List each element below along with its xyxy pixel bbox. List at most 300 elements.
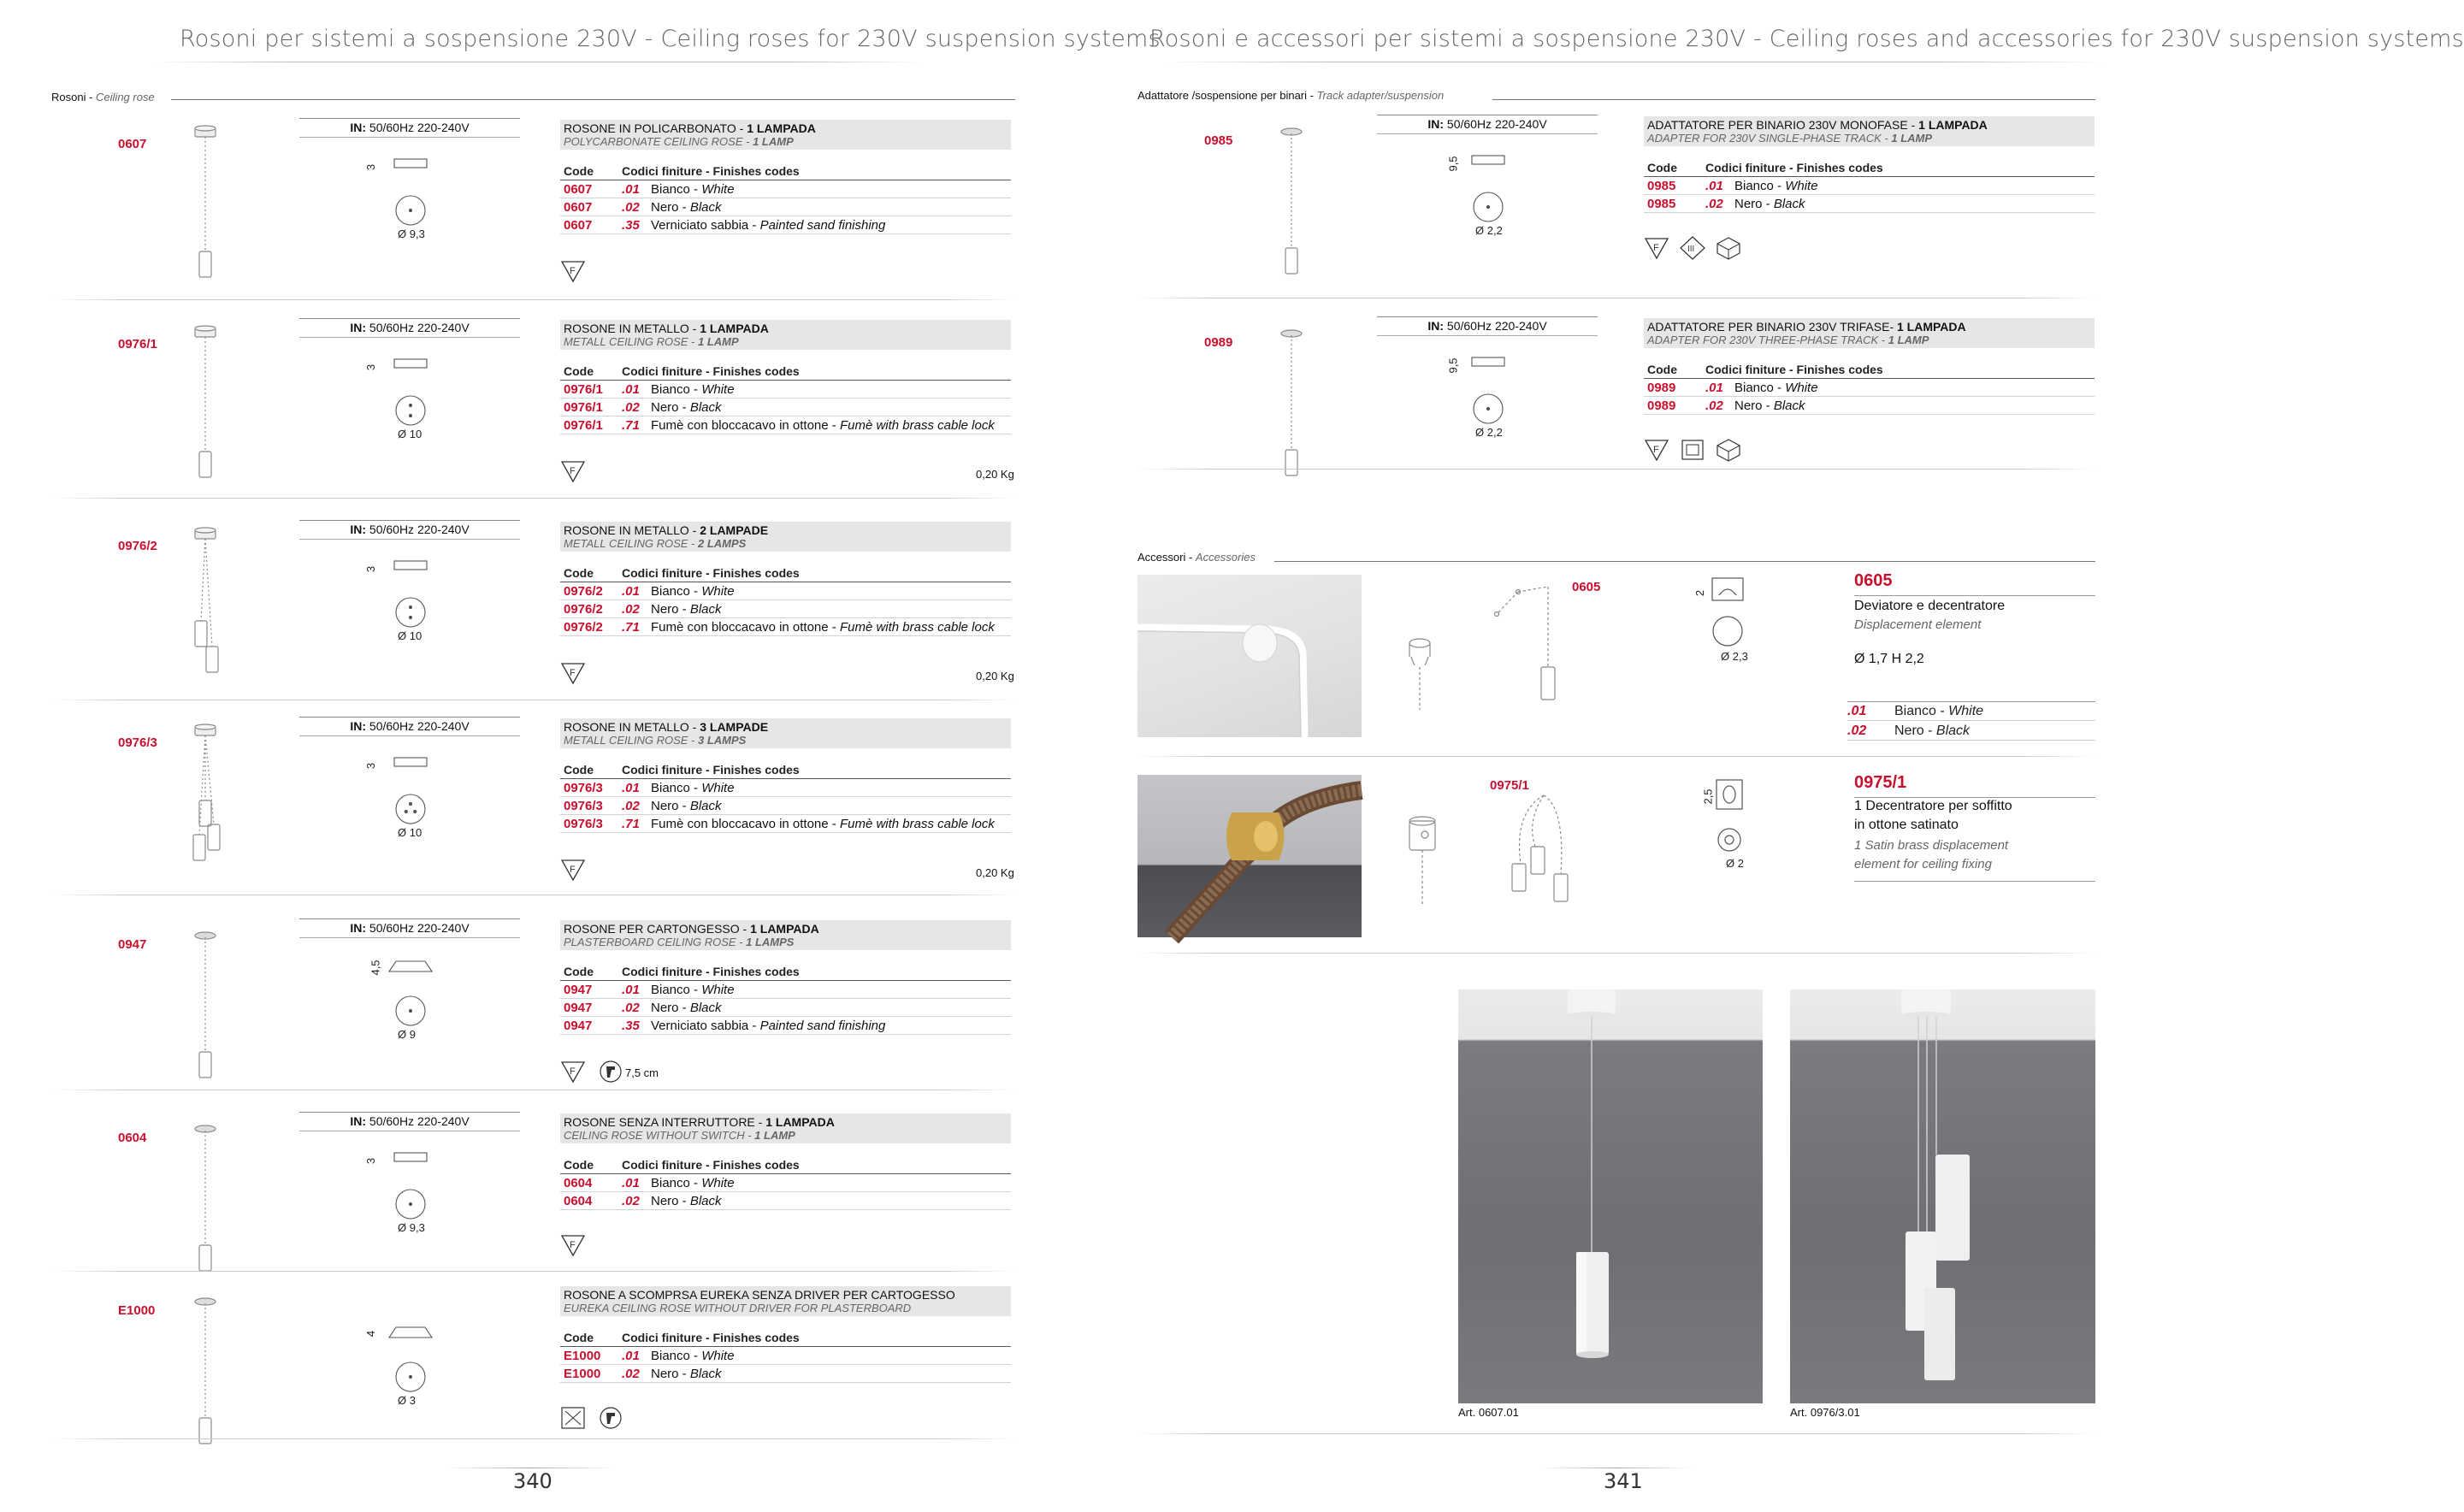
dimension-height: 9,5 — [1446, 156, 1460, 172]
dimension-height: 3 — [364, 565, 378, 573]
dimension-diameter: Ø 3 — [398, 1394, 416, 1407]
installation-icon — [598, 1406, 623, 1430]
row-code: 0976/3 — [564, 817, 603, 831]
finishes-table — [1644, 363, 2095, 415]
svg-text:F: F — [1653, 445, 1659, 455]
header-finishes: Codici finiture - Finishes codes — [622, 965, 800, 978]
left-page-number: 340 — [513, 1469, 552, 1493]
dimension-diameter: Ø 2,2 — [1475, 426, 1503, 439]
product-name-band — [560, 120, 1011, 150]
product-name-en: CEILING ROSE WITHOUT SWITCH - 1 LAMP — [564, 1129, 795, 1142]
product-name-it: ROSONE PER CARTONGESSO - 1 LAMPADA — [564, 922, 819, 936]
row-code: 0989 — [1647, 399, 1676, 413]
accessory-0975-1-desc-en-2: element for ceiling fixing — [1854, 857, 1992, 871]
accessory-0605-title-rule — [1854, 595, 2095, 596]
row-finish-name: Nero - Black — [651, 799, 722, 813]
f-mark-icon — [560, 1233, 586, 1257]
package-icon — [1716, 236, 1741, 260]
row-finish-name: Nero - Black — [651, 1367, 722, 1381]
row-code: E1000 — [564, 1349, 601, 1363]
accessory-0975-1-dim-drawing — [1698, 773, 1766, 867]
finishes-table — [560, 1158, 1011, 1210]
finishes-table-header — [560, 364, 1011, 381]
finish-row — [560, 999, 1011, 1017]
row-finish-code: .01 — [622, 1176, 640, 1190]
product-name-band — [560, 1286, 1011, 1316]
product-name-it: ADATTATORE PER BINARIO 230V TRIFASE- 1 LAMPADA — [1647, 320, 1966, 334]
finish-row — [1644, 177, 2095, 195]
finishes-table — [560, 566, 1011, 636]
row-code: 0604 — [564, 1176, 593, 1190]
accessory-0975-1-desc-it-2: in ottone satinato — [1854, 818, 1959, 832]
product-code-label: 0607 — [118, 137, 147, 151]
finishes-table-header — [560, 1158, 1011, 1174]
finish-row — [560, 815, 1011, 833]
pendant-drawing-holder — [1240, 120, 1343, 286]
header-code: Code — [564, 566, 594, 580]
header-finishes: Codici finiture - Finishes codes — [622, 1158, 800, 1172]
accessory-0605-drawing — [1394, 573, 1616, 718]
finish-row — [560, 198, 1011, 216]
power-spec — [299, 1112, 520, 1128]
row-code: 0976/1 — [564, 400, 603, 415]
svg-text:F: F — [570, 1240, 576, 1250]
dimension-height: 4 — [364, 1330, 378, 1338]
product-name-band — [1644, 318, 2095, 348]
power-spec-value: 50/60Hz 220-240V — [366, 121, 470, 134]
row-code: E1000 — [564, 1367, 601, 1381]
product-weight: 0,20 Kg — [976, 866, 1014, 879]
power-spec — [1377, 316, 1598, 333]
left-section-label: Rosoni - Ceiling rose — [51, 91, 155, 103]
row-code: 0976/1 — [564, 382, 603, 397]
pendant-drawing-holder — [154, 1290, 257, 1456]
no-direct-install-icon — [560, 1406, 586, 1430]
left-page-title: Rosoni per sistemi a sospensione 230V - Ceiling roses for 230V suspension systems — [180, 26, 1161, 52]
row-finish-code: .02 — [622, 602, 640, 617]
photo-caption-0976-3: Art. 0976/3.01 — [1790, 1406, 1860, 1419]
dimension-height: 3 — [364, 363, 378, 371]
finish-row — [1644, 195, 2095, 213]
power-spec-label: IN: — [350, 523, 367, 536]
finishes-table — [560, 763, 1011, 833]
row-finish-code: .01 — [622, 182, 640, 197]
row-finish-code: .02 — [622, 400, 640, 415]
triple-pendant-photo-drawing — [1790, 989, 2095, 1403]
power-spec — [299, 918, 520, 935]
row-code: 0604 — [564, 1194, 593, 1208]
accessory-divider — [1137, 953, 2095, 954]
accessory-0975-1-bottom-rule — [1854, 881, 2095, 882]
row-finish-name: Nero - Black — [651, 1001, 722, 1015]
f-mark-icon — [560, 259, 586, 283]
row-code: 0947 — [564, 1019, 593, 1033]
row-code: 0947 — [564, 983, 593, 997]
f-mark-icon — [560, 661, 586, 685]
row-finish-code: .01 — [622, 983, 640, 997]
accessory-0975-1-desc-en-1: 1 Satin brass displacement — [1854, 838, 2009, 853]
photo-caption-0607: Art. 0607.01 — [1458, 1406, 1519, 1419]
row-finish-name: Bianco - White — [1734, 179, 1818, 193]
product-code-label: 0989 — [1204, 335, 1233, 350]
svg-text:F: F — [570, 668, 576, 678]
finish-name: Nero - Black — [1894, 724, 1971, 738]
finishes-table — [560, 164, 1011, 234]
accessory-0605-code-label: 0605 — [1572, 580, 1601, 594]
power-spec — [299, 717, 520, 733]
pendant-drawing-holder — [154, 323, 257, 490]
dimension-diameter: Ø 2,2 — [1475, 224, 1503, 237]
accessory-0605-dim-height: 2 — [1693, 589, 1707, 597]
row-finish-name: Fumè con bloccacavo in ottone - Fumè with brass cable lock — [651, 418, 995, 433]
finish-code: .02 — [1847, 724, 1867, 738]
row-code: 0989 — [1647, 381, 1676, 395]
finish-row — [560, 779, 1011, 797]
power-spec-value: 50/60Hz 220-240V — [1444, 117, 1547, 131]
finishes-table — [560, 364, 1011, 434]
power-spec-label: IN: — [1427, 117, 1445, 131]
header-code: Code — [1647, 363, 1677, 376]
row-finish-name: Bianco - White — [651, 1349, 735, 1363]
track-section-label: Adattatore /sospensione per binari - Track adapter/suspension — [1137, 89, 1445, 102]
power-spec-value: 50/60Hz 220-240V — [1444, 319, 1547, 333]
header-code: Code — [564, 965, 594, 978]
f-mark-icon — [1644, 438, 1669, 462]
product-name-en: EUREKA CEILING ROSE WITHOUT DRIVER FOR PLASTERBOARD — [564, 1302, 912, 1314]
finishes-table-header — [560, 763, 1011, 779]
pendant-drawing — [154, 1290, 257, 1452]
accessory-0605-row-white — [1847, 703, 2095, 721]
row-finish-name: Nero - Black — [651, 400, 722, 415]
finish-row — [560, 582, 1011, 600]
dimension-height: 3 — [364, 163, 378, 171]
row-finish-name: Nero - Black — [651, 200, 722, 215]
header-finishes: Codici finiture - Finishes codes — [622, 164, 800, 178]
finish-row — [560, 1017, 1011, 1035]
power-spec-label: IN: — [1427, 319, 1445, 333]
row-finish-name: Bianco - White — [651, 182, 735, 197]
dimension-diameter: Ø 10 — [398, 629, 422, 642]
header-finishes: Codici finiture - Finishes codes — [622, 364, 800, 378]
power-spec — [299, 118, 520, 134]
row-finish-name: Nero - Black — [1734, 197, 1805, 211]
row-code: 0976/2 — [564, 620, 603, 635]
row-code: 0607 — [564, 218, 593, 233]
row-finish-code: .02 — [622, 799, 640, 813]
photo-art-0607-01 — [1458, 989, 1763, 1403]
class-ii-icon — [1680, 438, 1705, 462]
product-name-band — [1644, 116, 2095, 146]
svg-text:F: F — [570, 466, 576, 476]
row-finish-code: .35 — [622, 1019, 640, 1033]
product-code-label: E1000 — [118, 1303, 156, 1318]
header-finishes: Codici finiture - Finishes codes — [622, 763, 800, 777]
pendant-drawing — [154, 924, 257, 1086]
row-code: 0985 — [1647, 179, 1676, 193]
header-code: Code — [1647, 161, 1677, 174]
finish-row — [560, 618, 1011, 636]
product-name-it: ROSONE SENZA INTERRUTTORE - 1 LAMPADA — [564, 1115, 835, 1129]
finishes-table-header — [560, 164, 1011, 180]
product-name-en: PLASTERBOARD CEILING ROSE - 1 LAMPS — [564, 936, 795, 948]
product-name-band — [560, 718, 1011, 748]
class-iii-icon — [1680, 236, 1705, 260]
pendant-drawing-holder — [154, 123, 257, 290]
product-name-it: ROSONE A SCOMPRSA EUREKA SENZA DRIVER PER CARTOGESSO — [564, 1288, 955, 1302]
accessory-0975-1-dim-height: 2,5 — [1701, 788, 1715, 805]
row-finish-code: .02 — [622, 1367, 640, 1381]
power-spec-label: IN: — [350, 321, 367, 334]
pendant-drawing-holder — [154, 1117, 257, 1284]
row-finish-code: .02 — [622, 1194, 640, 1208]
finishes-table-header — [1644, 161, 2095, 177]
product-name-en: ADAPTER FOR 230V THREE-PHASE TRACK - 1 LAMP — [1647, 334, 1929, 346]
finishes-table — [560, 1331, 1011, 1383]
header-finishes: Codici finiture - Finishes codes — [1705, 363, 1883, 376]
product-divider — [51, 1438, 1015, 1439]
pendant-drawing-holder — [154, 525, 257, 692]
finish-row — [560, 381, 1011, 399]
dimension-height: 3 — [364, 762, 378, 770]
accessory-0975-1-code-label: 0975/1 — [1490, 778, 1529, 793]
power-spec-label: IN: — [350, 1114, 367, 1128]
row-code: 0976/1 — [564, 418, 603, 433]
pendant-drawing — [154, 123, 257, 286]
product-divider — [1137, 469, 2095, 470]
finish-row — [1644, 397, 2095, 415]
track-section-rule — [1492, 99, 2095, 100]
finish-row — [560, 981, 1011, 999]
right-page-title: Rosoni e accessori per sistemi a sospensione 230V - Ceiling roses and accessories for 230V suspension systems — [1149, 26, 2464, 52]
accessory-0975-1-dim-diameter: Ø 2 — [1726, 857, 1744, 870]
row-code: 0607 — [564, 200, 593, 215]
accessory-0605-size: Ø 1,7 H 2,2 — [1854, 652, 1924, 666]
product-divider — [51, 498, 1015, 499]
product-code-label: 0976/3 — [118, 735, 157, 750]
power-spec-value: 50/60Hz 220-240V — [366, 921, 470, 935]
row-finish-name: Bianco - White — [651, 1176, 735, 1190]
row-finish-name: Bianco - White — [651, 584, 735, 599]
row-finish-code: .71 — [622, 620, 640, 635]
pendant-drawing — [1240, 120, 1343, 282]
power-spec-value: 50/60Hz 220-240V — [366, 719, 470, 733]
accessory-0975-1-drawing — [1394, 778, 1616, 949]
finish-row — [560, 1174, 1011, 1192]
row-finish-code: .01 — [622, 584, 640, 599]
header-finishes: Codici finiture - Finishes codes — [1705, 161, 1883, 174]
svg-text:F: F — [1653, 243, 1659, 253]
product-divider — [51, 1271, 1015, 1272]
header-code: Code — [564, 364, 594, 378]
accessory-0975-1-title: 0975/1 — [1854, 773, 1907, 792]
pendant-drawing — [154, 525, 257, 688]
product-name-band — [560, 522, 1011, 552]
pendant-drawing — [154, 1117, 257, 1279]
svg-text:III: III — [1687, 245, 1695, 254]
finishes-table-header — [560, 566, 1011, 582]
row-finish-name: Bianco - White — [651, 781, 735, 795]
row-code: 0976/2 — [564, 584, 603, 599]
product-code-label: 0604 — [118, 1131, 147, 1145]
dimension-diameter: Ø 10 — [398, 428, 422, 440]
accessory-0605-desc-it: Deviatore e decentratore — [1854, 599, 2006, 613]
product-name-en: POLYCARBONATE CEILING ROSE - 1 LAMP — [564, 135, 794, 148]
dimension-diameter: Ø 10 — [398, 826, 422, 839]
row-code: 0976/3 — [564, 799, 603, 813]
f-mark-icon — [1644, 236, 1669, 260]
product-code-label: 0976/2 — [118, 539, 157, 553]
row-finish-name: Nero - Black — [1734, 399, 1805, 413]
dimension-height: 3 — [364, 1157, 378, 1165]
finishes-table — [560, 965, 1011, 1035]
row-finish-name: Fumè con bloccacavo in ottone - Fumè with brass cable lock — [651, 817, 995, 831]
accessory-0975-1-desc-it-1: 1 Decentratore per soffitto — [1854, 799, 2012, 813]
svg-text:F: F — [570, 266, 576, 276]
finish-code: .01 — [1847, 704, 1867, 718]
row-finish-name: Verniciato sabbia - Painted sand finishing — [651, 218, 886, 233]
row-finish-code: .35 — [622, 218, 640, 233]
hole-size: 7,5 cm — [625, 1066, 659, 1079]
row-code: 0607 — [564, 182, 593, 197]
finishes-table-header — [560, 1331, 1011, 1347]
header-code: Code — [564, 164, 594, 178]
finish-row — [560, 416, 1011, 434]
accessory-0605-table-rule — [1847, 701, 2095, 702]
power-spec-label: IN: — [350, 121, 367, 134]
power-spec-value: 50/60Hz 220-240V — [366, 523, 470, 536]
product-name-en: METALL CEILING ROSE - 3 LAMPS — [564, 734, 747, 747]
dimension-diameter: Ø 9,3 — [398, 1221, 425, 1234]
accessory-0975-1-title-rule — [1854, 797, 2095, 798]
header-finishes: Codici finiture - Finishes codes — [622, 566, 800, 580]
power-spec-label: IN: — [350, 719, 367, 733]
pendant-drawing-holder — [154, 722, 257, 889]
power-spec-value: 50/60Hz 220-240V — [366, 321, 470, 334]
product-weight: 0,20 Kg — [976, 468, 1014, 481]
accessory-0605-dim-diameter: Ø 2,3 — [1721, 650, 1748, 663]
f-mark-icon — [560, 1060, 586, 1084]
product-code-label: 0976/1 — [118, 337, 157, 351]
finish-row — [560, 797, 1011, 815]
svg-text:F: F — [570, 865, 576, 875]
row-finish-name: Nero - Black — [651, 1194, 722, 1208]
row-code: 0947 — [564, 1001, 593, 1015]
accessory-0605-row-black — [1847, 723, 2095, 741]
finishes-table-header — [1644, 363, 2095, 379]
dimension-height: 9,5 — [1446, 357, 1460, 374]
row-code: 0976/3 — [564, 781, 603, 795]
product-code-label: 0985 — [1204, 133, 1233, 148]
white-cable-photo-drawing — [1137, 575, 1362, 737]
row-finish-code: .01 — [622, 781, 640, 795]
power-spec-value: 50/60Hz 220-240V — [366, 1114, 470, 1128]
product-divider — [51, 299, 1015, 300]
finish-row — [560, 600, 1011, 618]
row-finish-code: .71 — [622, 817, 640, 831]
pendant-drawing-holder — [154, 924, 257, 1090]
product-name-it: ROSONE IN METALLO - 3 LAMPADE — [564, 720, 769, 734]
pendant-drawing — [1240, 322, 1343, 484]
row-finish-name: Bianco - White — [1734, 381, 1818, 395]
row-finish-code: .02 — [1705, 399, 1723, 413]
finish-row — [560, 1365, 1011, 1383]
row-code: 0985 — [1647, 197, 1676, 211]
product-name-it: ROSONE IN POLICARBONATO - 1 LAMPADA — [564, 121, 816, 135]
power-spec — [1377, 115, 1598, 131]
right-page-number: 341 — [1604, 1469, 1643, 1493]
product-name-en: METALL CEILING ROSE - 1 LAMP — [564, 335, 739, 348]
product-name-it: ROSONE IN METALLO - 2 LAMPADE — [564, 523, 769, 537]
finish-row — [560, 399, 1011, 416]
header-finishes: Codici finiture - Finishes codes — [622, 1331, 800, 1344]
product-name-en: METALL CEILING ROSE - 2 LAMPS — [564, 537, 747, 550]
finish-name: Bianco - White — [1894, 704, 1984, 718]
row-finish-code: .02 — [622, 200, 640, 215]
acc-section-label: Accessori - Accessories — [1137, 551, 1256, 564]
row-finish-code: .01 — [622, 382, 640, 397]
accessory-0605-photo — [1137, 575, 1362, 737]
header-code: Code — [564, 763, 594, 777]
accessory-0605-title: 0605 — [1854, 571, 1893, 590]
brass-displacement-photo-drawing — [1137, 775, 1362, 937]
product-name-it: ROSONE IN METALLO - 1 LAMPADA — [564, 322, 769, 335]
dimension-diameter: Ø 9,3 — [398, 227, 425, 240]
product-name-en: ADAPTER FOR 230V SINGLE-PHASE TRACK - 1 LAMP — [1647, 132, 1933, 145]
row-finish-code: .02 — [622, 1001, 640, 1015]
pendant-drawing-holder — [1240, 322, 1343, 488]
row-finish-code: .71 — [622, 418, 640, 433]
row-code: 0976/2 — [564, 602, 603, 617]
f-mark-icon — [560, 459, 586, 483]
pendant-drawing — [154, 323, 257, 486]
package-icon — [1716, 438, 1741, 462]
accessory-divider — [1137, 756, 2095, 757]
header-code: Code — [564, 1331, 594, 1344]
finishes-table — [1644, 161, 2095, 213]
product-weight: 0,20 Kg — [976, 670, 1014, 682]
row-finish-name: Fumè con bloccacavo in ottone - Fumè with brass cable lock — [651, 620, 995, 635]
finish-row — [560, 1192, 1011, 1210]
finish-row — [560, 1347, 1011, 1365]
product-name-band — [560, 320, 1011, 350]
right-bottom-rule — [1137, 1433, 2095, 1434]
power-spec — [299, 520, 520, 536]
svg-text:F: F — [570, 1066, 576, 1077]
power-spec-label: IN: — [350, 921, 367, 935]
finishes-table-header — [560, 965, 1011, 981]
row-finish-code: .02 — [1705, 197, 1723, 211]
finish-row — [560, 216, 1011, 234]
accessory-0975-1-photo — [1137, 775, 1362, 937]
finish-row — [560, 180, 1011, 198]
photo-art-0976-3-01 — [1790, 989, 2095, 1403]
row-finish-name: Bianco - White — [651, 382, 735, 397]
row-finish-code: .01 — [622, 1349, 640, 1363]
f-mark-icon — [560, 858, 586, 882]
header-code: Code — [564, 1158, 594, 1172]
single-pendant-photo-drawing — [1458, 989, 1763, 1403]
dimension-height: 4,5 — [369, 960, 382, 976]
installation-icon — [598, 1060, 623, 1084]
acc-section-rule — [1274, 561, 2095, 562]
product-code-label: 0947 — [118, 937, 147, 952]
product-name-band — [560, 920, 1011, 950]
left-section-rule — [171, 99, 1015, 100]
product-name-it: ADATTATORE PER BINARIO 230V MONOFASE - 1 LAMPADA — [1647, 118, 1988, 132]
accessory-0605-desc-en: Displacement element — [1854, 617, 1982, 632]
dimension-diameter: Ø 9 — [398, 1028, 416, 1041]
product-name-band — [560, 1113, 1011, 1143]
